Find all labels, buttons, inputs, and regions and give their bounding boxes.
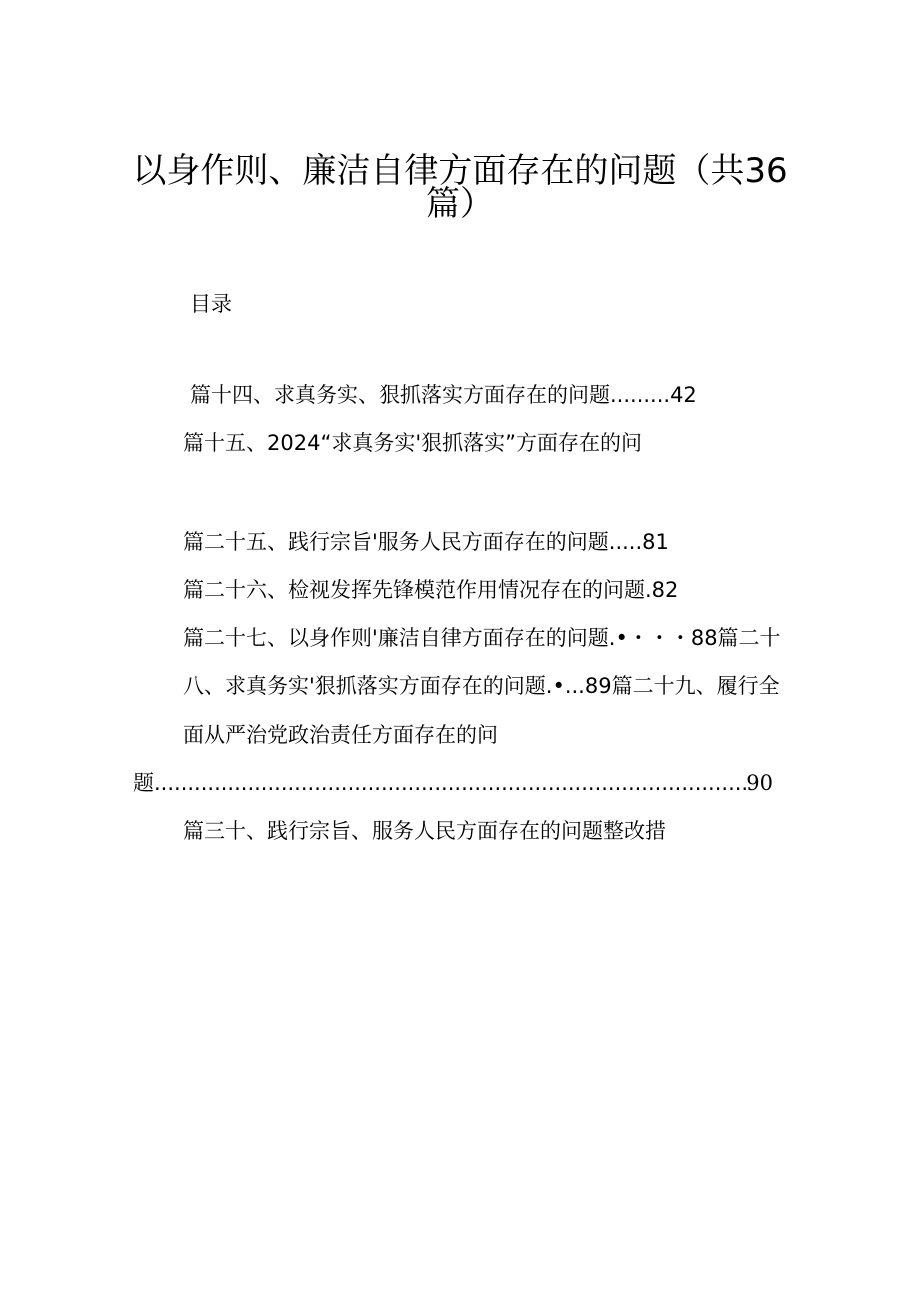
toc-entry-30[interactable]: 篇三十、践行宗旨、服务人民方面存在的问题整改措	[183, 819, 666, 843]
toc-entry-29-label: 题	[133, 771, 154, 795]
toc-entry-15[interactable]: 篇十五、2024“求真务实'狠抓落实”方面存在的问	[183, 431, 642, 455]
dot-leader	[154, 769, 746, 797]
toc-entry-27-28-a[interactable]: 篇二十七、以身作则'廉洁自律方面存在的问题.•・・・88篇二十	[183, 626, 781, 650]
document-title-line-1: 以身作则、廉洁自律方面存在的问题（共36	[132, 151, 788, 191]
toc-entry-14[interactable]: 篇十四、求真务实、狠抓落实方面存在的问题.........42	[190, 383, 697, 407]
document-title-line-2: 篇）	[426, 184, 494, 224]
toc-entry-25[interactable]: 篇二十五、践行宗旨'服务人民方面存在的问题.....81	[183, 530, 669, 554]
toc-entry-29-c[interactable]: 面从严治党政治责任方面存在的问	[183, 723, 498, 747]
toc-heading: 目录	[190, 292, 232, 316]
toc-entry-29-page: 90	[746, 771, 773, 795]
toc-entry-29-d[interactable]	[133, 769, 773, 797]
toc-entry-28-29-b[interactable]: 八、求真务实'狠抓落实方面存在的问题.•...89篇二十九、履行全	[183, 674, 780, 698]
toc-entry-26[interactable]: 篇二十六、检视发挥先锋模范作用情况存在的问题.82	[183, 578, 679, 602]
